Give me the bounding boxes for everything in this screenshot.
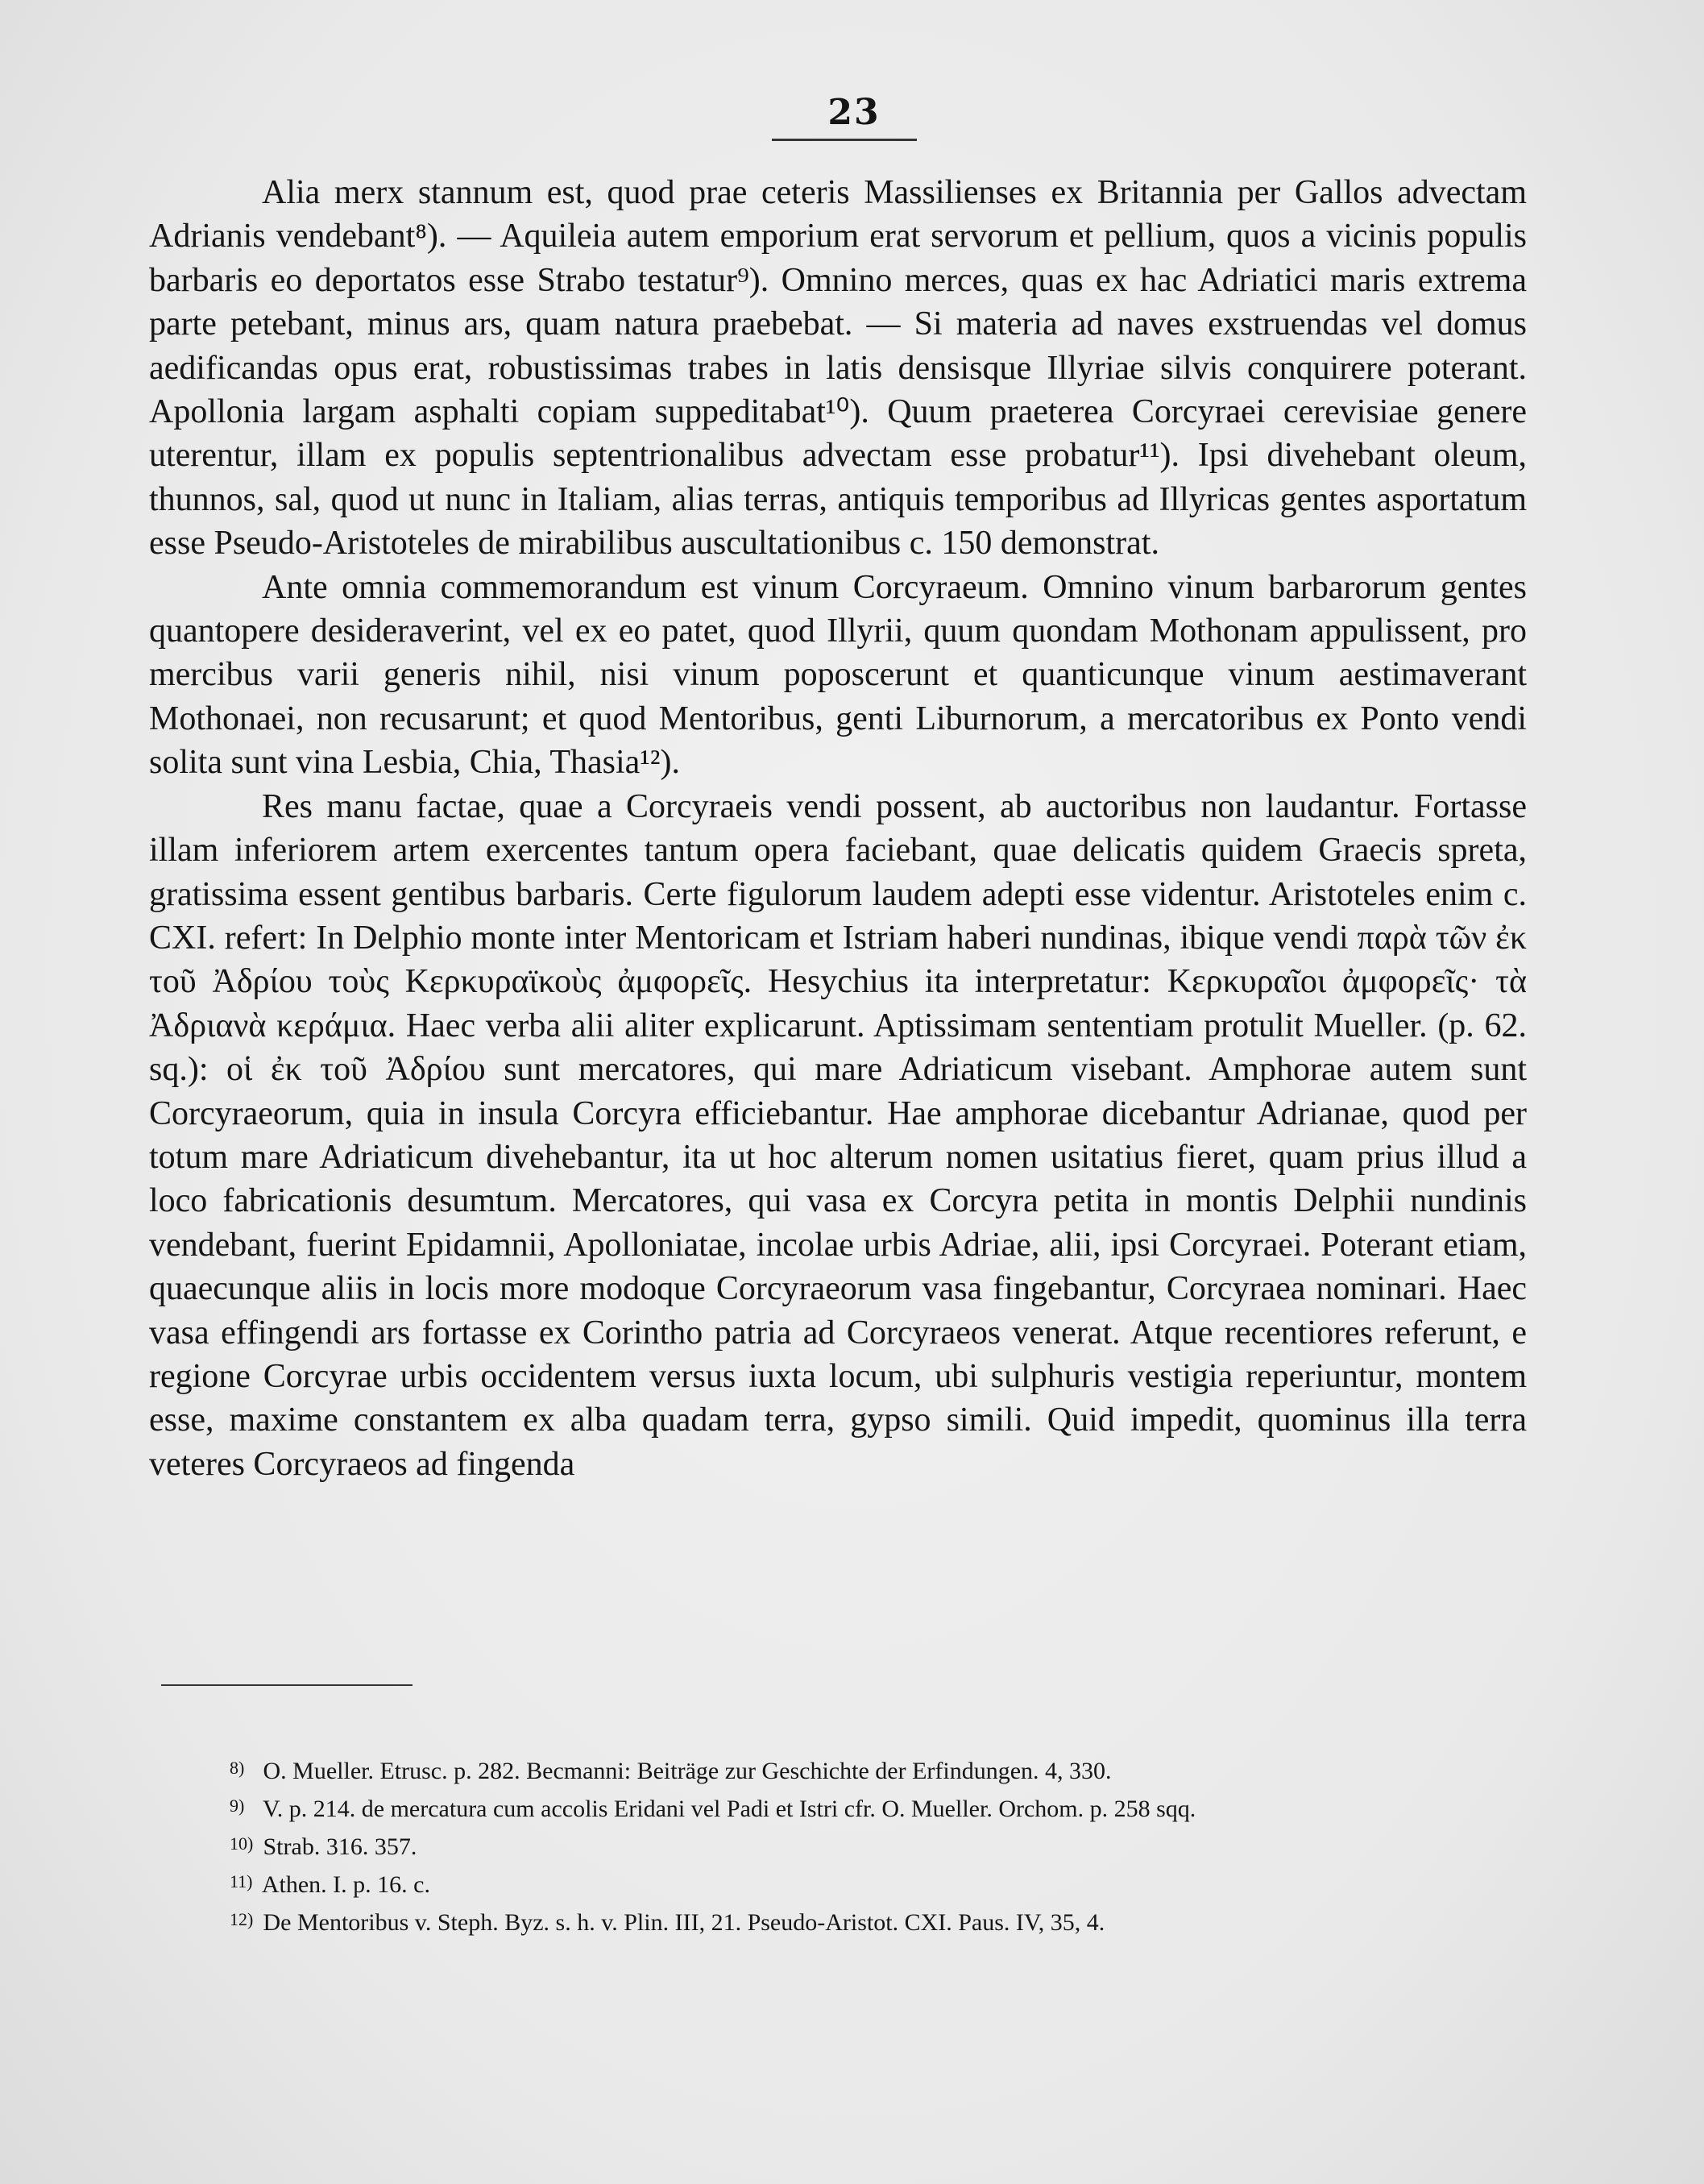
footnote-mark: 8) [230, 1758, 245, 1778]
paragraph-3-text: Res manu factae, quae a Corcyraeis vendi possent, ab auctoribus non laudantur. Fortasse illam inferiorem artem exercentes tantum opera faciebant, quae delicatis quidem Graecis spreta, gratissima essent gentibus barbaris. Certe figulorum laudem adepti esse videntur. Aristoteles enim c. CXI. refert: In Delphio monte inter Mentoricam et Istriam haberi nundinas, ibique vendi παρὰ τῶν ἐκ τοῦ Ἀδρίου τοὺς Κερκυραϊκοὺς ἀμφορεῖς. Hesychius ita interpretatur: Κερκυραῖοι ἀμφορεῖς· τὰ Ἀδριανὰ κεράμια. Haec verba alii aliter explicarunt. Aptissimam sententiam protulit Mueller. (p. 62. sq.): οἱ ἐκ τοῦ Ἀδρίου sunt mercatores, qui mare Adriaticum visebant. Amphorae autem sunt Corcyraeorum, quia in insula Corcyra efficiebantur. Hae amphorae dicebantur Adrianae, quod per totum mare Adriaticum divehebantur, ita ut hoc alterum nomen usitatius fieret, quam prius illud a loco fabricationis desumtum. Mercatores, qui vasa ex Corcyra petita in montis Delphii nundinis vendebant, fuerint Epidamnii, Apolloniatae, incolae urbis Adriae, alii, ipsi Corcyraei. Poterant etiam, quaecunque aliis in locis more modoque Corcyraeorum vasa fingebantur, Corcyraea nominari. Haec vasa effingendi ars fortasse ex Corintho patria ad Corcyraeos venerat. Atque recentiores referunt, e regione Corcyrae urbis occidentem versus iuxta locum, ubi sulphuris vestigia reperiuntur, montem esse, maxime constantem ex alba quadam terra, gypso simili. Quid impedit, quominus illa terra veteres Corcyraeos ad fingenda [149, 787, 1527, 1483]
footnote-10 [230, 1826, 1519, 1864]
footnotes [230, 1750, 1519, 1940]
footnote-11 [230, 1864, 1519, 1902]
footnote-text: O. Mueller. Etrusc. p. 282. Becmanni: Beiträge zur Geschichte der Erfindungen. 4, 330. [263, 1758, 1112, 1784]
footnote-text: Athen. I. p. 16. c. [261, 1871, 430, 1898]
paragraph-1-text: Alia merx stannum est, quod prae ceteris Massilienses ex Britannia per Gallos advectam Adrianis vendebant⁸). — Aquileia autem emporium erat servorum et pellium, quos a vicinis populis barbaris eo deportatos esse Strabo testatur⁹). Omnino merces, quas ex hac Adriatici maris extrema parte petebant, minus ars, quam natura praebebat. — Si materia ad naves exstruendas vel domus aedificandas opus erat, robustissimas trabes in latis densisque Illyriae silvis conquirere poterant. Apollonia largam asphalti copiam suppeditabat¹⁰). Quum praeterea Corcyraei cerevisiae genere uterentur, illam ex populis septentrionalibus advectam esse probatur¹¹). Ipsi divehebant oleum, thunnos, sal, quod ut nunc in Italiam, alias terras, antiquis temporibus ad Illyricas gentes asportatum esse Pseudo-Aristoteles de mirabilibus auscultationibus c. 150 demonstrat. [149, 174, 1527, 563]
footnote-text: V. p. 214. de mercatura cum accolis Eridani vel Padi et Istri cfr. O. Mueller. Orchom. p. 258 sqq. [262, 1796, 1196, 1822]
footnote-8 [230, 1750, 1519, 1788]
footnote-mark: 12) [230, 1909, 254, 1929]
page-number: 23 [827, 92, 881, 133]
page-number-underline [772, 139, 917, 141]
footnote-12 [230, 1902, 1519, 1940]
body-text [149, 171, 1527, 1486]
footnote-mark: 11) [230, 1871, 253, 1891]
footnote-mark: 10) [230, 1833, 254, 1854]
paragraph-3 [149, 785, 1527, 1487]
footnote-mark: 9) [230, 1796, 245, 1816]
footnote-separator [161, 1684, 413, 1686]
footnote-text: De Mentoribus v. Steph. Byz. s. h. v. Plin. III, 21. Pseudo-Aristot. CXI. Paus. IV, 35, 4. [263, 1909, 1105, 1936]
paragraph-1 [149, 171, 1527, 566]
paragraph-2-text: Ante omnia commemorandum est vinum Corcyraeum. Omnino vinum barbarorum gentes quantopere desideraverint, vel ex eo patet, quod Illyrii, quum quondam Mothonam appulissent, pro mercibus varii generis nihil, nisi vinum poposcerunt et quanticunque vinum aestimaverant Mothonaei, non recusarunt; et quod Mentoribus, genti Liburnorum, a mercatoribus ex Ponto vendi solita sunt vina Lesbia, Chia, Thasia¹²). [149, 568, 1527, 782]
footnote-text: Strab. 316. 357. [263, 1833, 417, 1860]
footnote-9 [230, 1788, 1519, 1826]
paragraph-2 [149, 566, 1527, 785]
